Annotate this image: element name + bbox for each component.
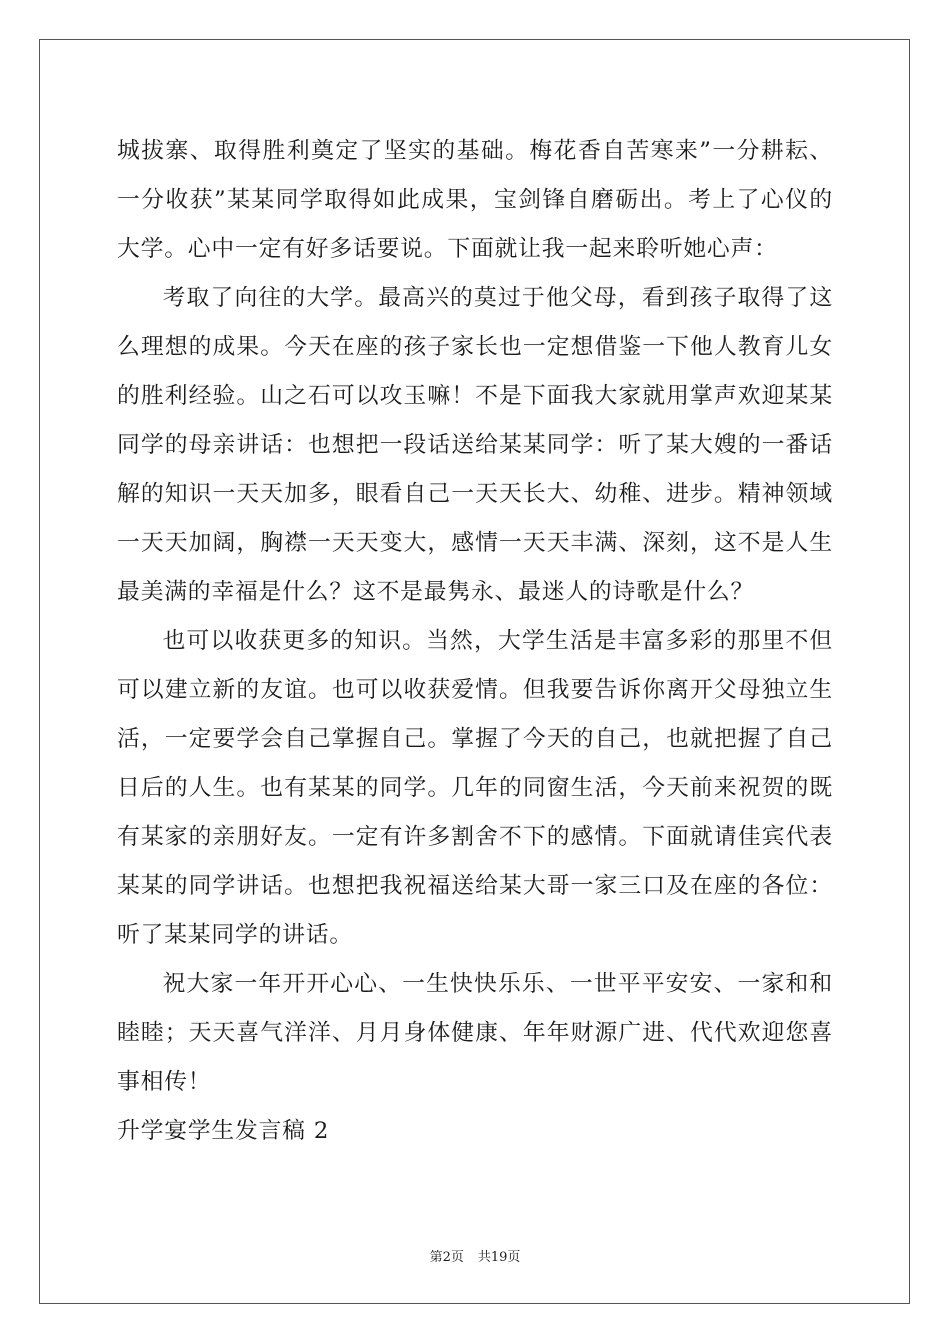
section-heading: 升学宴学生发言稿 2 <box>117 1118 330 1144</box>
paragraph-4: 祝大家一年开开心心、一生快快乐乐、一世平平安安、一家和和睦睦；天天喜气洋洋、月月身体健康、年年财源广进、代代欢迎您喜事相传！ <box>117 971 833 1095</box>
page-total: 共19页 <box>477 1250 521 1265</box>
paragraph-1: 城拔寨、取得胜利奠定了坚实的基础。梅花香自苦寒来”一分耕耘、一分收获”某某同学取得如此成果，宝剑锋自磨砺出。考上了心仪的大学。心中一定有好多话要说。下面就让我一起来聆听她心声： <box>117 138 833 262</box>
paragraph-3: 也可以收获更多的知识。当然，大学生活是丰富多彩的那里不但可以建立新的友谊。也可以收获爱情。但我要告诉你离开父母独立生活，一定要学会自己掌握自己。掌握了今天的自己，也就把握了自己日后的人生。也有某某的同学。几年的同窗生活，今天前来祝贺的既有某家的亲朋好友。一定有许多割舍不下的感情。下面就请佳宾代表某某的同学讲话。也想把我祝福送给某大哥一家三口及在座的各位：听了某某同学的讲话。 <box>117 628 833 948</box>
paragraph-2: 考取了向往的大学。最高兴的莫过于他父母，看到孩子取得了这么理想的成果。今天在座的孩子家长也一定想借鉴一下他人教育儿女的胜利经验。山之石可以攻玉嘛！不是下面我大家就用掌声欢迎某某同学的母亲讲话：也想把一段话送给某某同学：听了某大嫂的一番话解的知识一天天加多，眼看自己一天天长大、幼稚、进步。精神领域一天天加阔，胸襟一天天变大，感情一天天丰满、深刻，这不是人生最美满的幸福是什么？这不是最隽永、最迷人的诗歌是什么？ <box>117 285 833 605</box>
page-number: 第2页 <box>429 1250 464 1265</box>
page-footer <box>0 1246 950 1265</box>
document-body <box>117 127 833 1156</box>
